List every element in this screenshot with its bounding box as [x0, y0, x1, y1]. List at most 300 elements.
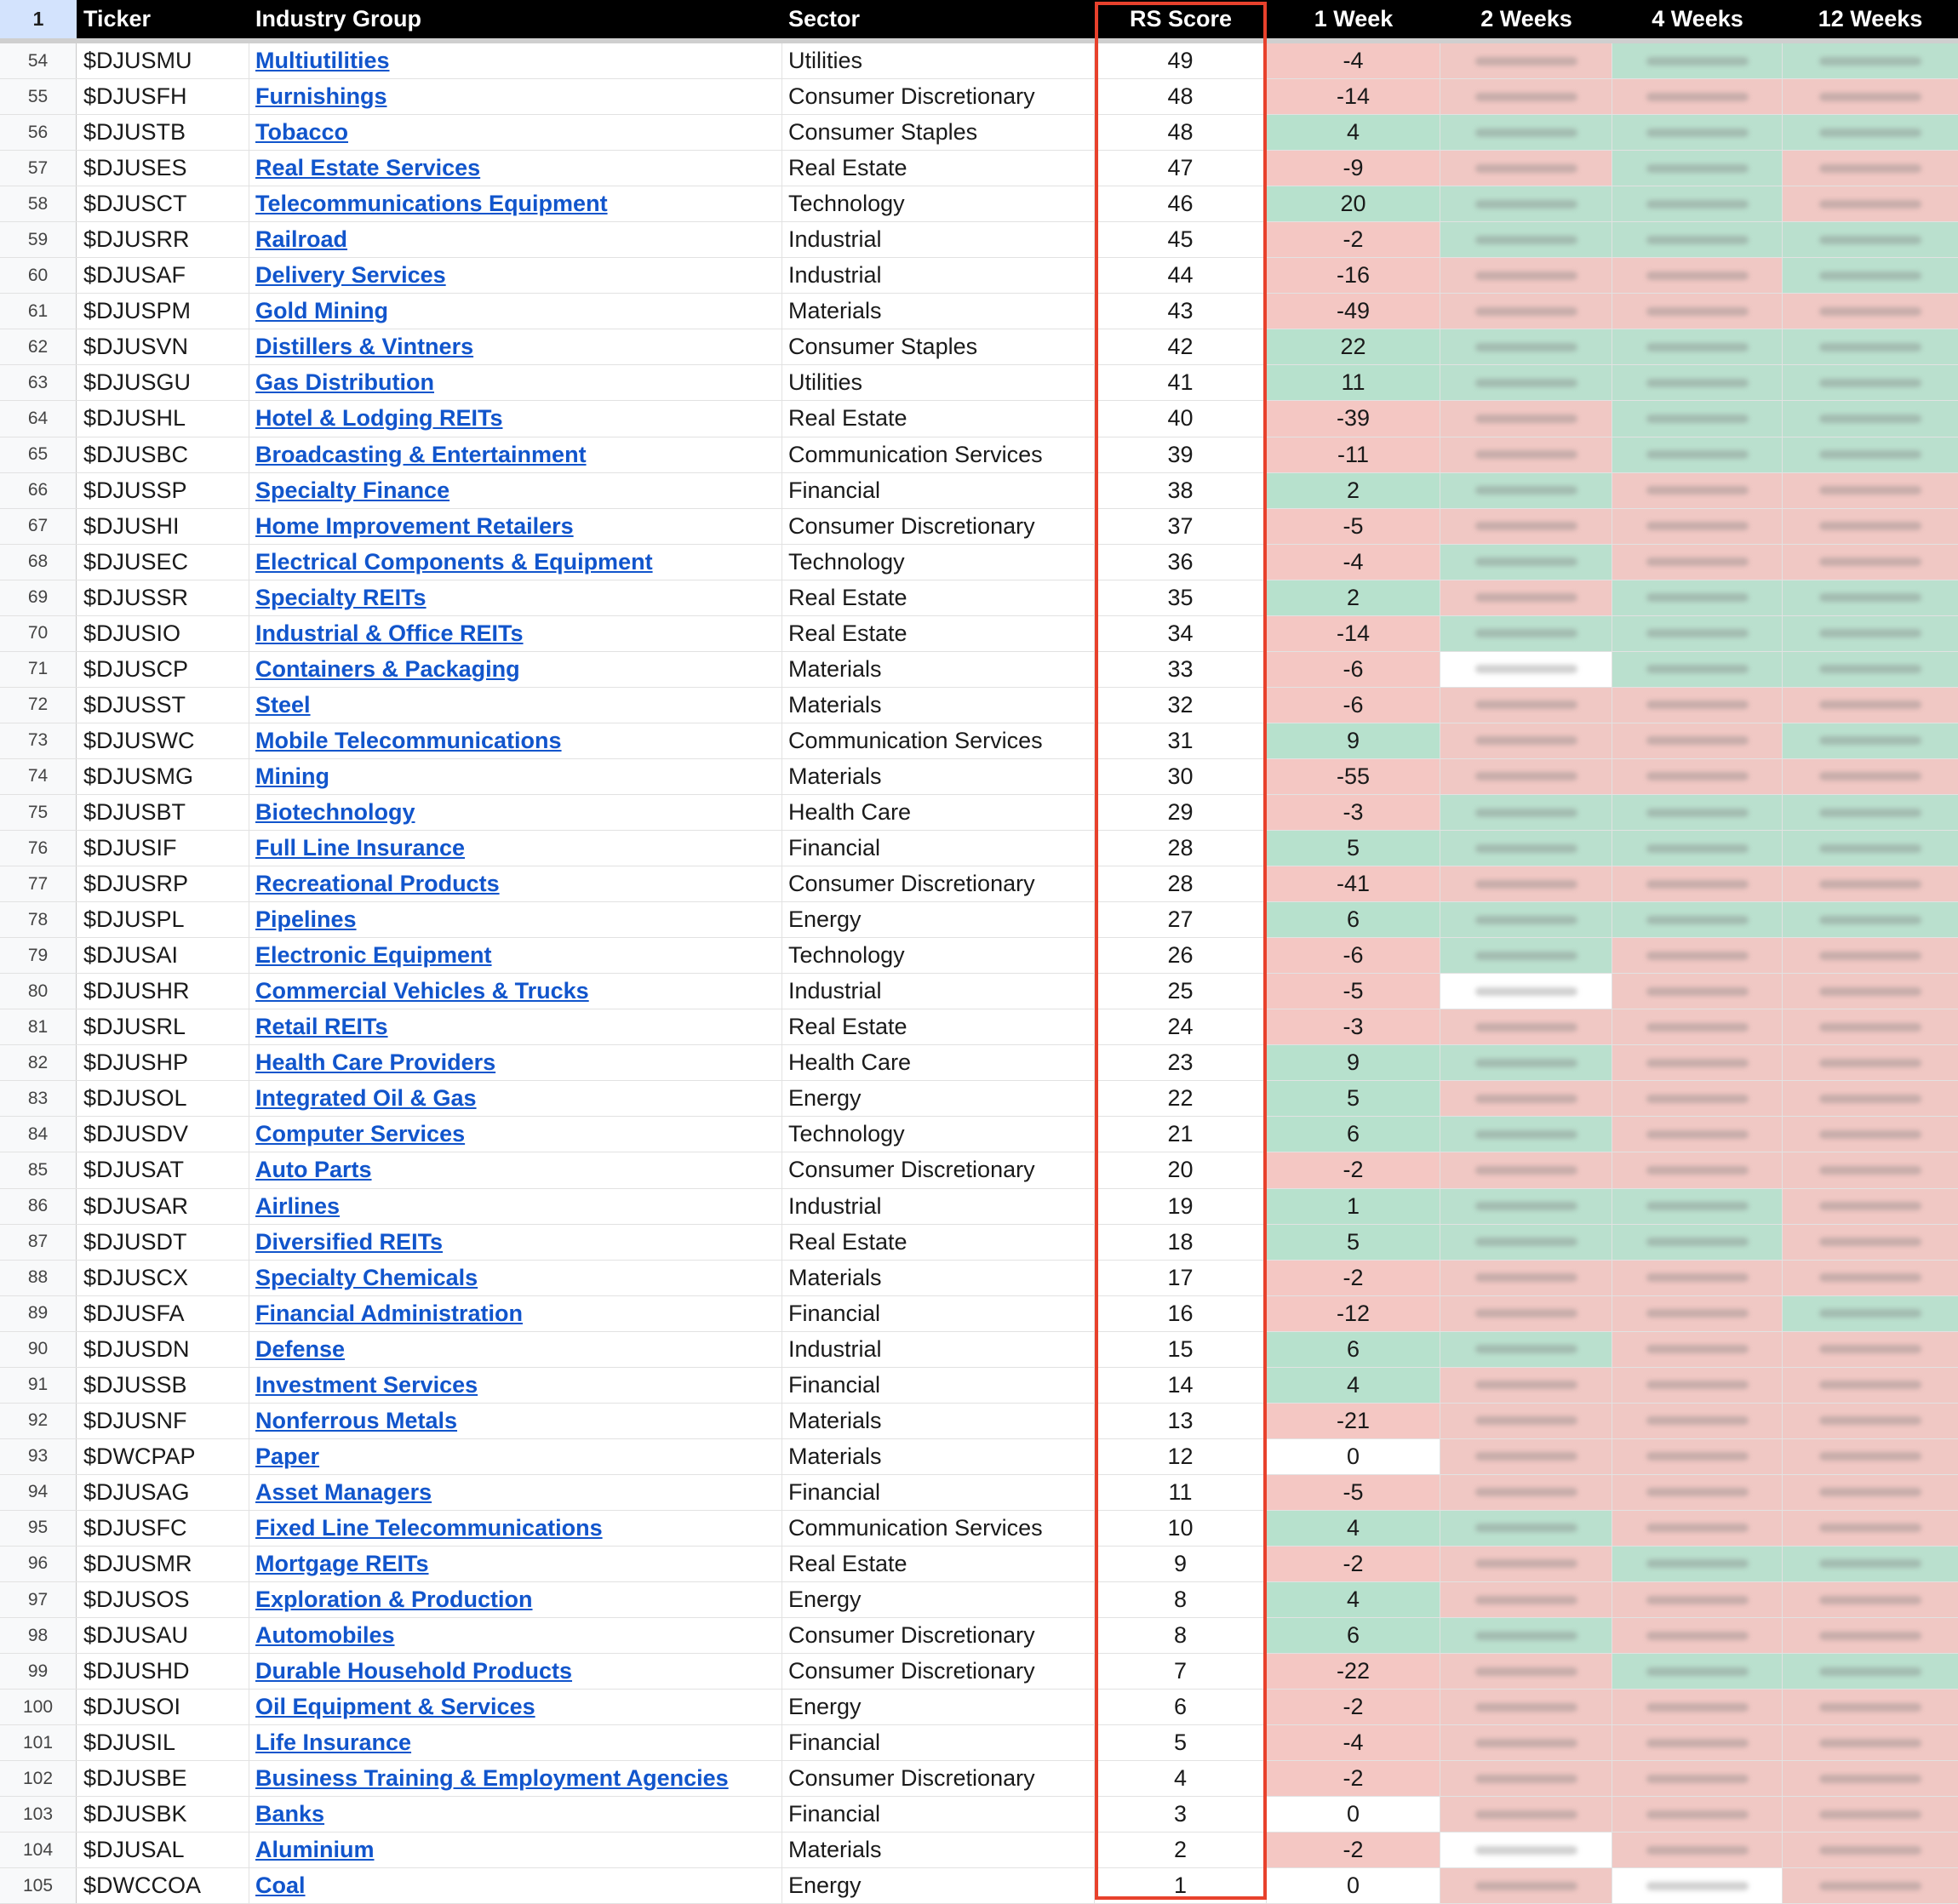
rs-score-cell[interactable]: 20	[1095, 1152, 1267, 1187]
row-number[interactable]: 66	[0, 473, 77, 508]
week4-cell[interactable]	[1612, 115, 1783, 150]
week4-cell[interactable]	[1612, 1009, 1783, 1044]
sector-cell[interactable]: Energy	[782, 1582, 1095, 1617]
ticker-cell[interactable]: $DJUSSP	[77, 473, 249, 508]
industry-link[interactable]: Business Training & Employment Agencies	[255, 1765, 729, 1792]
rs-score-cell[interactable]: 43	[1095, 294, 1267, 329]
sector-cell[interactable]: Consumer Discretionary	[782, 1152, 1095, 1187]
industry-cell[interactable]	[249, 723, 782, 758]
rs-score-cell[interactable]: 11	[1095, 1475, 1267, 1510]
row-number[interactable]: 89	[0, 1296, 77, 1331]
week4-cell[interactable]	[1612, 545, 1783, 580]
ticker-cell[interactable]: $DJUSOI	[77, 1690, 249, 1724]
industry-cell[interactable]	[249, 688, 782, 723]
week12-cell[interactable]	[1783, 1582, 1958, 1617]
week2-cell[interactable]	[1440, 688, 1612, 723]
week2-cell[interactable]	[1440, 902, 1612, 937]
week4-cell[interactable]	[1612, 688, 1783, 723]
industry-cell[interactable]	[249, 902, 782, 937]
sector-cell[interactable]: Energy	[782, 1690, 1095, 1724]
week2-cell[interactable]	[1440, 1117, 1612, 1152]
week1-cell[interactable]: -6	[1267, 938, 1440, 973]
industry-link[interactable]: Real Estate Services	[255, 155, 481, 181]
week4-cell[interactable]	[1612, 1725, 1783, 1760]
industry-cell[interactable]	[249, 1439, 782, 1474]
ticker-cell[interactable]: $DWCCOA	[77, 1868, 249, 1903]
industry-link[interactable]: Diversified REITs	[255, 1228, 444, 1255]
industry-link[interactable]: Computer Services	[255, 1121, 466, 1147]
week4-cell[interactable]	[1612, 1475, 1783, 1510]
ticker-cell[interactable]: $DJUSOS	[77, 1582, 249, 1617]
week12-cell[interactable]	[1783, 795, 1958, 830]
industry-link[interactable]: Containers & Packaging	[255, 655, 520, 682]
industry-cell[interactable]	[249, 1261, 782, 1295]
week4-cell[interactable]	[1612, 938, 1783, 973]
industry-cell[interactable]	[249, 1368, 782, 1403]
row-number[interactable]: 97	[0, 1582, 77, 1617]
week12-cell[interactable]	[1783, 759, 1958, 794]
week4-cell[interactable]	[1612, 1868, 1783, 1903]
industry-cell[interactable]	[249, 473, 782, 508]
sector-cell[interactable]: Materials	[782, 1261, 1095, 1295]
week2-cell[interactable]	[1440, 294, 1612, 329]
row-number[interactable]: 67	[0, 509, 77, 544]
sector-cell[interactable]: Consumer Discretionary	[782, 1618, 1095, 1653]
week12-cell[interactable]	[1783, 1833, 1958, 1867]
industry-link[interactable]: Banks	[255, 1801, 325, 1827]
week1-cell[interactable]: -2	[1267, 1152, 1440, 1187]
week2-cell[interactable]	[1440, 365, 1612, 400]
ticker-cell[interactable]: $DJUSST	[77, 688, 249, 723]
industry-link[interactable]: Fixed Line Telecommunications	[255, 1514, 603, 1541]
row-number[interactable]: 99	[0, 1654, 77, 1689]
industry-cell[interactable]	[249, 1725, 782, 1760]
industry-link[interactable]: Steel	[255, 691, 311, 718]
industry-cell[interactable]	[249, 1547, 782, 1581]
week1-cell[interactable]: -22	[1267, 1654, 1440, 1689]
week4-cell[interactable]	[1612, 1690, 1783, 1724]
week4-cell[interactable]	[1612, 723, 1783, 758]
week1-cell[interactable]: -12	[1267, 1296, 1440, 1331]
week2-cell[interactable]	[1440, 1511, 1612, 1546]
row-number[interactable]: 64	[0, 401, 77, 436]
week2-cell[interactable]	[1440, 1547, 1612, 1581]
rs-score-cell[interactable]: 36	[1095, 545, 1267, 580]
industry-link[interactable]: Nonferrous Metals	[255, 1407, 458, 1433]
week2-cell[interactable]	[1440, 831, 1612, 866]
sector-cell[interactable]: Communication Services	[782, 437, 1095, 472]
row-number[interactable]: 96	[0, 1547, 77, 1581]
week4-cell[interactable]	[1612, 258, 1783, 293]
ticker-cell[interactable]: $DJUSBC	[77, 437, 249, 472]
rs-score-cell[interactable]: 23	[1095, 1045, 1267, 1080]
sector-cell[interactable]: Technology	[782, 186, 1095, 221]
week4-cell[interactable]	[1612, 222, 1783, 257]
week2-cell[interactable]	[1440, 329, 1612, 364]
week2-cell[interactable]	[1440, 652, 1612, 687]
row-number[interactable]: 77	[0, 866, 77, 901]
sector-cell[interactable]: Industrial	[782, 258, 1095, 293]
week12-cell[interactable]	[1783, 365, 1958, 400]
week2-cell[interactable]	[1440, 258, 1612, 293]
industry-cell[interactable]	[249, 1511, 782, 1546]
week4-cell[interactable]	[1612, 795, 1783, 830]
sector-cell[interactable]: Communication Services	[782, 723, 1095, 758]
week12-cell[interactable]	[1783, 79, 1958, 114]
rs-score-cell[interactable]: 33	[1095, 652, 1267, 687]
week1-cell[interactable]: -4	[1267, 1725, 1440, 1760]
industry-cell[interactable]	[249, 509, 782, 544]
sector-cell[interactable]: Utilities	[782, 43, 1095, 78]
industry-link[interactable]: Broadcasting & Entertainment	[255, 441, 587, 467]
industry-cell[interactable]	[249, 1654, 782, 1689]
industry-cell[interactable]	[249, 974, 782, 1009]
week12-cell[interactable]	[1783, 1439, 1958, 1474]
week2-cell[interactable]	[1440, 1761, 1612, 1796]
week4-cell[interactable]	[1612, 902, 1783, 937]
week1-cell[interactable]: -5	[1267, 1475, 1440, 1510]
week4-cell[interactable]	[1612, 1152, 1783, 1187]
week4-cell[interactable]	[1612, 1225, 1783, 1260]
rs-score-cell[interactable]: 28	[1095, 831, 1267, 866]
sector-header[interactable]: Sector	[788, 6, 861, 31]
week1-cell[interactable]: 4	[1267, 1582, 1440, 1617]
rs-score-cell[interactable]: 41	[1095, 365, 1267, 400]
sector-cell[interactable]: Financial	[782, 1296, 1095, 1331]
row-number[interactable]: 55	[0, 79, 77, 114]
industry-link[interactable]: Electrical Components & Equipment	[255, 548, 653, 575]
row-number[interactable]: 90	[0, 1332, 77, 1367]
ticker-cell[interactable]: $DJUSWC	[77, 723, 249, 758]
sector-cell[interactable]: Energy	[782, 902, 1095, 937]
week1-cell[interactable]: 6	[1267, 1618, 1440, 1653]
ticker-cell[interactable]: $DJUSAT	[77, 1152, 249, 1187]
rs-score-cell[interactable]: 28	[1095, 866, 1267, 901]
week2-cell[interactable]	[1440, 545, 1612, 580]
week12-cell[interactable]	[1783, 1797, 1958, 1832]
row-number[interactable]: 62	[0, 329, 77, 364]
rs-score-cell[interactable]: 8	[1095, 1618, 1267, 1653]
sector-cell[interactable]: Consumer Discretionary	[782, 1654, 1095, 1689]
week12-cell[interactable]	[1783, 186, 1958, 221]
week2-cell[interactable]	[1440, 401, 1612, 436]
sector-cell[interactable]: Technology	[782, 938, 1095, 973]
week12-cell[interactable]	[1783, 1690, 1958, 1724]
row-number[interactable]: 87	[0, 1225, 77, 1260]
week2-cell[interactable]	[1440, 1475, 1612, 1510]
industry-cell[interactable]	[249, 759, 782, 794]
week2-cell[interactable]	[1440, 1404, 1612, 1438]
ticker-cell[interactable]: $DJUSHP	[77, 1045, 249, 1080]
rs-score-cell[interactable]: 38	[1095, 473, 1267, 508]
week1-cell[interactable]: -5	[1267, 974, 1440, 1009]
week12-cell[interactable]	[1783, 1117, 1958, 1152]
rs-score-cell[interactable]: 47	[1095, 151, 1267, 186]
week4-cell[interactable]	[1612, 1045, 1783, 1080]
ticker-cell[interactable]: $DJUSAI	[77, 938, 249, 973]
row-number[interactable]: 61	[0, 294, 77, 329]
industry-link[interactable]: Defense	[255, 1335, 346, 1362]
ticker-cell[interactable]: $DJUSRR	[77, 222, 249, 257]
week12-cell[interactable]	[1783, 616, 1958, 651]
week2-cell[interactable]	[1440, 1654, 1612, 1689]
week12-cell[interactable]	[1783, 1296, 1958, 1331]
rs-score-cell[interactable]: 48	[1095, 115, 1267, 150]
rs-score-cell[interactable]: 3	[1095, 1797, 1267, 1832]
ticker-cell[interactable]: $DJUSFH	[77, 79, 249, 114]
sector-cell[interactable]: Financial	[782, 1368, 1095, 1403]
ticker-cell[interactable]: $DJUSBT	[77, 795, 249, 830]
week2-cell[interactable]	[1440, 1189, 1612, 1224]
ticker-cell[interactable]: $DWCPAP	[77, 1439, 249, 1474]
industry-cell[interactable]	[249, 1189, 782, 1224]
sector-cell[interactable]: Materials	[782, 1439, 1095, 1474]
row-number[interactable]: 78	[0, 902, 77, 937]
week12-cell[interactable]	[1783, 1547, 1958, 1581]
ticker-cell[interactable]: $DJUSSB	[77, 1368, 249, 1403]
week1-cell[interactable]: 6	[1267, 1332, 1440, 1367]
week1-cell[interactable]: 20	[1267, 186, 1440, 221]
week1-cell[interactable]: -14	[1267, 79, 1440, 114]
week12-cell[interactable]	[1783, 1511, 1958, 1546]
week1-cell[interactable]: 0	[1267, 1439, 1440, 1474]
industry-link[interactable]: Aluminium	[255, 1837, 375, 1863]
week1-cell[interactable]: -39	[1267, 401, 1440, 436]
industry-cell[interactable]	[249, 401, 782, 436]
sector-cell[interactable]: Real Estate	[782, 1009, 1095, 1044]
industry-link[interactable]: Tobacco	[255, 119, 349, 146]
industry-cell[interactable]	[249, 616, 782, 651]
sector-cell[interactable]: Health Care	[782, 1045, 1095, 1080]
week12-cell[interactable]	[1783, 1261, 1958, 1295]
sector-cell[interactable]: Consumer Discretionary	[782, 79, 1095, 114]
ticker-header[interactable]: Ticker	[83, 6, 152, 31]
rs-score-header[interactable]: RS Score	[1129, 6, 1233, 31]
ticker-cell[interactable]: $DJUSDT	[77, 1225, 249, 1260]
week2-cell[interactable]	[1440, 509, 1612, 544]
week12-cell[interactable]	[1783, 437, 1958, 472]
week2-cell[interactable]	[1440, 115, 1612, 150]
week12-cell[interactable]	[1783, 258, 1958, 293]
rs-score-cell[interactable]: 1	[1095, 1868, 1267, 1903]
week4-cell[interactable]	[1612, 580, 1783, 615]
week12-cell[interactable]	[1783, 1618, 1958, 1653]
week12-cell[interactable]	[1783, 580, 1958, 615]
row-number[interactable]: 65	[0, 437, 77, 472]
rs-score-cell[interactable]: 5	[1095, 1725, 1267, 1760]
week1-cell[interactable]: -2	[1267, 1690, 1440, 1724]
week12-cell[interactable]	[1783, 1332, 1958, 1367]
sector-cell[interactable]: Materials	[782, 688, 1095, 723]
week1-cell[interactable]: -3	[1267, 795, 1440, 830]
row-number[interactable]: 60	[0, 258, 77, 293]
industry-cell[interactable]	[249, 1045, 782, 1080]
ticker-cell[interactable]: $DJUSRL	[77, 1009, 249, 1044]
rs-score-cell[interactable]: 40	[1095, 401, 1267, 436]
industry-link[interactable]: Health Care Providers	[255, 1049, 496, 1076]
row-number[interactable]: 71	[0, 652, 77, 687]
industry-cell[interactable]	[249, 831, 782, 866]
week2-cell[interactable]	[1440, 1797, 1612, 1832]
rs-score-cell[interactable]: 29	[1095, 795, 1267, 830]
row-number[interactable]: 68	[0, 545, 77, 580]
industry-link[interactable]: Mortgage REITs	[255, 1550, 429, 1576]
industry-cell[interactable]	[249, 294, 782, 329]
sector-cell[interactable]: Energy	[782, 1868, 1095, 1903]
sector-cell[interactable]: Materials	[782, 759, 1095, 794]
row-number[interactable]: 80	[0, 974, 77, 1009]
week4-cell[interactable]	[1612, 652, 1783, 687]
week1-cell[interactable]: 1	[1267, 1189, 1440, 1224]
industry-cell[interactable]	[249, 151, 782, 186]
industry-cell[interactable]	[249, 258, 782, 293]
row-number[interactable]: 104	[0, 1833, 77, 1867]
rs-score-cell[interactable]: 25	[1095, 974, 1267, 1009]
industry-link[interactable]: Commercial Vehicles & Trucks	[255, 978, 589, 1004]
week1-cell[interactable]: -2	[1267, 1833, 1440, 1867]
week12-cell[interactable]	[1783, 1081, 1958, 1116]
sector-cell[interactable]: Financial	[782, 831, 1095, 866]
week2-cell[interactable]	[1440, 1833, 1612, 1867]
ticker-cell[interactable]: $DJUSDN	[77, 1332, 249, 1367]
week1-cell[interactable]: -9	[1267, 151, 1440, 186]
industry-link[interactable]: Airlines	[255, 1192, 341, 1219]
rs-score-cell[interactable]: 7	[1095, 1654, 1267, 1689]
week2-cell[interactable]	[1440, 1725, 1612, 1760]
rs-score-cell[interactable]: 8	[1095, 1582, 1267, 1617]
industry-link[interactable]: Specialty Chemicals	[255, 1264, 478, 1290]
week2-cell[interactable]	[1440, 580, 1612, 615]
ticker-cell[interactable]: $DJUSBK	[77, 1797, 249, 1832]
week1-cell[interactable]: 5	[1267, 1081, 1440, 1116]
industry-cell[interactable]	[249, 1868, 782, 1903]
row-number[interactable]: 92	[0, 1404, 77, 1438]
week2-cell[interactable]	[1440, 974, 1612, 1009]
week1-cell[interactable]: 4	[1267, 115, 1440, 150]
sector-cell[interactable]: Real Estate	[782, 616, 1095, 651]
industry-group-header[interactable]: Industry Group	[255, 6, 421, 31]
rs-score-cell[interactable]: 26	[1095, 938, 1267, 973]
week1-cell[interactable]: 11	[1267, 365, 1440, 400]
sector-cell[interactable]: Consumer Staples	[782, 115, 1095, 150]
week4-cell[interactable]	[1612, 1439, 1783, 1474]
week1-cell[interactable]: -2	[1267, 1547, 1440, 1581]
industry-cell[interactable]	[249, 1296, 782, 1331]
rs-score-cell[interactable]: 44	[1095, 258, 1267, 293]
ticker-cell[interactable]: $DJUSHD	[77, 1654, 249, 1689]
rs-score-cell[interactable]: 21	[1095, 1117, 1267, 1152]
industry-link[interactable]: Life Insurance	[255, 1730, 412, 1756]
week2-cell[interactable]	[1440, 43, 1612, 78]
industry-link[interactable]: Specialty Finance	[255, 477, 450, 503]
rs-score-cell[interactable]: 6	[1095, 1690, 1267, 1724]
industry-cell[interactable]	[249, 652, 782, 687]
week4-cell[interactable]	[1612, 1761, 1783, 1796]
ticker-cell[interactable]: $DJUSMU	[77, 43, 249, 78]
week2-cell[interactable]	[1440, 1618, 1612, 1653]
ticker-cell[interactable]: $DJUSOL	[77, 1081, 249, 1116]
industry-link[interactable]: Financial Administration	[255, 1300, 524, 1326]
week12-cell[interactable]	[1783, 652, 1958, 687]
week1-cell[interactable]: -6	[1267, 688, 1440, 723]
ticker-cell[interactable]: $DJUSMR	[77, 1547, 249, 1581]
ticker-cell[interactable]: $DJUSBE	[77, 1761, 249, 1796]
week1-cell[interactable]: -49	[1267, 294, 1440, 329]
industry-cell[interactable]	[249, 115, 782, 150]
industry-cell[interactable]	[249, 1761, 782, 1796]
ticker-cell[interactable]: $DJUSMG	[77, 759, 249, 794]
industry-link[interactable]: Durable Household Products	[255, 1658, 573, 1684]
rs-score-cell[interactable]: 9	[1095, 1547, 1267, 1581]
week4-cell[interactable]	[1612, 1117, 1783, 1152]
week2-cell[interactable]	[1440, 79, 1612, 114]
row-number[interactable]: 74	[0, 759, 77, 794]
week4-cell[interactable]	[1612, 1081, 1783, 1116]
week4-cell[interactable]	[1612, 1547, 1783, 1581]
row-number[interactable]: 79	[0, 938, 77, 973]
week4-cell[interactable]	[1612, 186, 1783, 221]
rs-score-cell[interactable]: 42	[1095, 329, 1267, 364]
sector-cell[interactable]: Real Estate	[782, 1225, 1095, 1260]
industry-cell[interactable]	[249, 580, 782, 615]
industry-cell[interactable]	[249, 365, 782, 400]
row-number[interactable]: 94	[0, 1475, 77, 1510]
week1-cell[interactable]: 22	[1267, 329, 1440, 364]
week4-cell[interactable]	[1612, 1511, 1783, 1546]
row-number[interactable]: 95	[0, 1511, 77, 1546]
week2-cell[interactable]	[1440, 1296, 1612, 1331]
week4-cell[interactable]	[1612, 1654, 1783, 1689]
industry-cell[interactable]	[249, 1081, 782, 1116]
industry-link[interactable]: Retail REITs	[255, 1014, 388, 1040]
sector-cell[interactable]: Industrial	[782, 974, 1095, 1009]
week4-cell[interactable]	[1612, 401, 1783, 436]
industry-link[interactable]: Exploration & Production	[255, 1587, 533, 1613]
week4-cell[interactable]	[1612, 1797, 1783, 1832]
week1-cell[interactable]: 5	[1267, 1225, 1440, 1260]
week12-cell[interactable]	[1783, 1368, 1958, 1403]
week2-cell[interactable]	[1440, 1690, 1612, 1724]
week12-cell[interactable]	[1783, 473, 1958, 508]
ticker-cell[interactable]: $DJUSCX	[77, 1261, 249, 1295]
week12-cell[interactable]	[1783, 902, 1958, 937]
week2-cell[interactable]	[1440, 222, 1612, 257]
industry-link[interactable]: Auto Parts	[255, 1157, 372, 1183]
industry-link[interactable]: Specialty REITs	[255, 584, 427, 610]
ticker-cell[interactable]: $DJUSES	[77, 151, 249, 186]
sector-cell[interactable]: Real Estate	[782, 580, 1095, 615]
industry-link[interactable]: Multiutilities	[255, 48, 390, 74]
ticker-cell[interactable]: $DJUSCP	[77, 652, 249, 687]
industry-link[interactable]: Biotechnology	[255, 799, 415, 825]
industry-link[interactable]: Investment Services	[255, 1371, 478, 1398]
row-number[interactable]: 83	[0, 1081, 77, 1116]
industry-link[interactable]: Asset Managers	[255, 1478, 432, 1505]
week12-cell[interactable]	[1783, 688, 1958, 723]
rs-score-cell[interactable]: 32	[1095, 688, 1267, 723]
week2-cell[interactable]	[1440, 1868, 1612, 1903]
sector-cell[interactable]: Consumer Discretionary	[782, 866, 1095, 901]
sector-cell[interactable]: Health Care	[782, 795, 1095, 830]
industry-link[interactable]: Pipelines	[255, 906, 357, 933]
industry-link[interactable]: Gold Mining	[255, 298, 388, 324]
week12-cell[interactable]	[1783, 222, 1958, 257]
week2-cell[interactable]	[1440, 1261, 1612, 1295]
rs-score-cell[interactable]: 27	[1095, 902, 1267, 937]
industry-link[interactable]: Railroad	[255, 226, 348, 253]
rs-score-cell[interactable]: 13	[1095, 1404, 1267, 1438]
week1-cell[interactable]: 2	[1267, 580, 1440, 615]
